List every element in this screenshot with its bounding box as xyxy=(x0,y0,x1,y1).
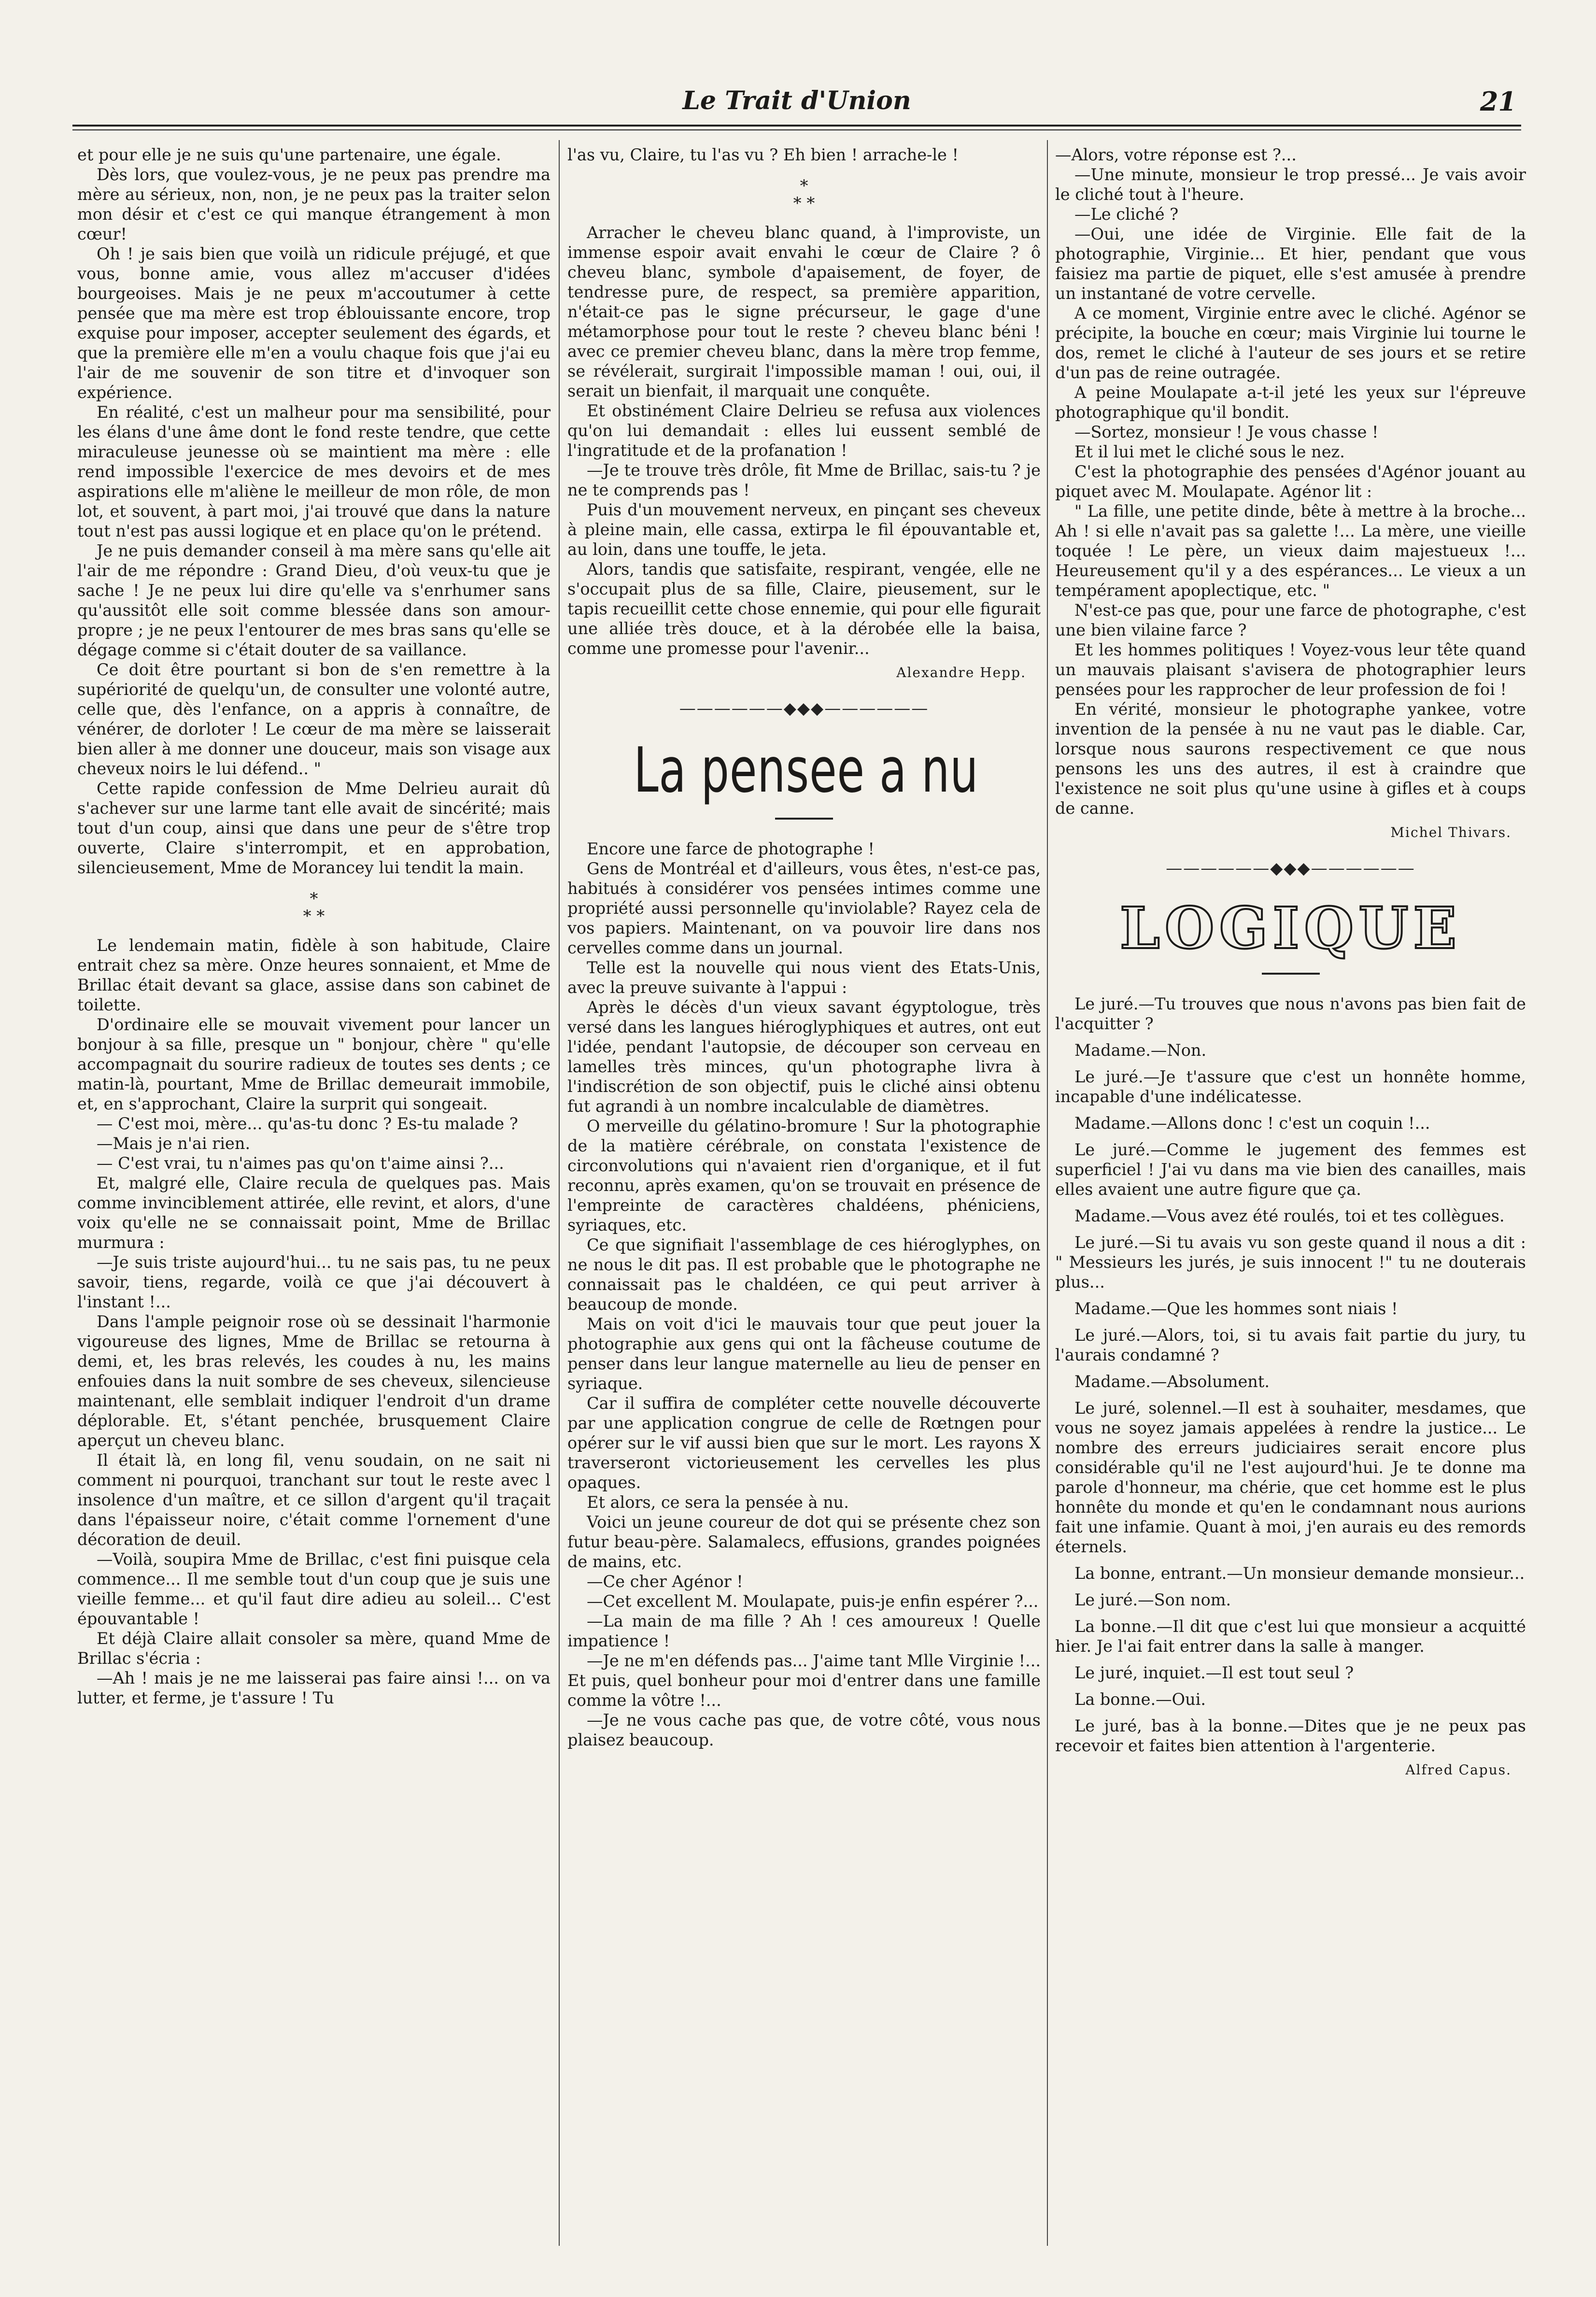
column-1 xyxy=(77,145,551,2246)
author-signature: Alfred Capus. xyxy=(1405,1762,1511,1778)
paragraph: Puis d'un mouvement nerveux, en pinçant ses cheveux à pleine main, elle cassa, extirpa le fil épouvantable et, au loin, dans une touffe, le jeta. xyxy=(567,500,1041,559)
author-signature: Alexandre Hepp. xyxy=(896,665,1026,681)
paragraph: En vérité, monsieur le photographe yankee, votre invention de la pensée à nu ne vaut pas le diable. Car, lorsque nous saurons respectivement ce que nous pensons les uns des autres, il est à craindre que l'existence ne soit plus qu'une usine à gifles et à coups de canne. xyxy=(1055,700,1526,818)
paragraph: —Le cliché ? xyxy=(1074,205,1179,224)
paragraph: — C'est vrai, tu n'aimes pas qu'on t'aime ainsi ?... xyxy=(97,1154,504,1173)
paragraph: Le lendemain matin, fidèle à son habitude, Claire entrait chez sa mère. Onze heures sonnaient, et Mme de Brillac était devant sa glace, assise dans son cabinet de toilette. xyxy=(77,936,551,1014)
paragraph: N'est-ce pas que, pour une farce de photographe, c'est une bien vilaine farce ? xyxy=(1055,601,1526,639)
paragraph: — C'est moi, mère... qu'as-tu donc ? Es-tu malade ? xyxy=(97,1114,518,1133)
paragraph: Et alors, ce sera la pensée à nu. xyxy=(587,1493,849,1512)
paragraph: —Ah ! mais je ne me laisserai pas faire ainsi !... on va lutter, et ferme, je t'assure ! Tu xyxy=(77,1669,551,1707)
paragraph: A ce moment, Virginie entre avec le cliché. Agénor se précipite, la bouche en cœur; mais Virginie lui tourne le dos, remet le cliché à l'auteur de ses jours et se retire d'un pas de reine outragée. xyxy=(1055,304,1526,382)
dialogue-line: Le juré.—Si tu avais vu son geste quand il nous a dit : " Messieurs les jurés, je suis innocent !" tu ne douterais plus... xyxy=(1055,1233,1526,1291)
paragraph: —Je te trouve très drôle, fit Mme de Brillac, sais-tu ? je ne te comprends pas ! xyxy=(567,461,1041,499)
paragraph: —Une minute, monsieur le trop pressé... Je vais avoir le cliché tout à l'heure. xyxy=(1055,165,1526,204)
column-divider xyxy=(1047,140,1048,2246)
separator-ornament: ——————◆◆◆—————— xyxy=(679,699,929,718)
paragraph: A peine Moulapate a-t-il jeté les yeux sur l'épreuve photographique qu'il bondit. xyxy=(1055,383,1526,422)
dialogue-line: Le juré.—Alors, toi, si tu avais fait partie du jury, tu l'aurais condamné ? xyxy=(1055,1326,1526,1364)
story-continued xyxy=(77,145,551,1708)
paragraph: Et obstinément Claire Delrieu se refusa aux violences qu'on lui demandait : elles lui eussent semblé de l'ingratitude et de la profanation ! xyxy=(567,401,1041,460)
paragraph: Cette rapide confession de Mme Delrieu aurait dû s'achever sur une larme tant elle avait de sincérité; mais tout d'un coup, ainsi que dans une peur de s'être trop ouverte, Claire s'interrompit, et en approbation, silencieusement, Mme de Morancey lui tendit la main. xyxy=(77,779,551,877)
paragraph: —Voilà, soupira Mme de Brillac, c'est fini puisque cela commence... Il me semble tout d'un coup que je suis une vieille femme... et qu'il faut dire adieu au soleil... C'est épouvantable ! xyxy=(77,1550,551,1628)
paragraph: Gens de Montréal et d'ailleurs, vous êtes, n'est-ce pas, habitués à considérer vos pensées intimes comme une propriété aussi personnelle qu'inviolable? Rayez cela de vos papiers. Maintenant, on va pouvoir lire dans nos cervelles comme dans un journal. xyxy=(567,859,1041,957)
page-header xyxy=(72,82,1521,126)
paragraph: Il était là, en long fil, venu soudain, on ne sait ni comment ni pourquoi, tranchant sur tout le reste avec l insolence d'un maître, et ce sillon d'argent qu'il traçait dans l'épaisseur noire, c'était comme l'ornement d'une décoration de deuil. xyxy=(77,1451,551,1549)
paragraph: —Alors, votre réponse est ?... xyxy=(1055,145,1297,164)
paragraph: Dès lors, que voulez-vous, je ne peux pas prendre ma mère au sérieux, non, non, je ne peux pas la traiter selon mon désir et c'est ce qui manque étrangement à mon cœur! xyxy=(77,165,551,243)
dialogue-line: La bonne, entrant.—Un monsieur demande monsieur... xyxy=(1074,1564,1525,1583)
paragraph: —La main de ma fille ? Ah ! ces amoureux ! Quelle impatience ! xyxy=(567,1612,1041,1650)
paragraph: Encore une farce de photographe ! xyxy=(587,839,875,858)
header-rule xyxy=(72,125,1521,127)
paragraph: Et les hommes politiques ! Voyez-vous leur tête quand un mauvais plaisant s'avisera de photographier leurs pensées pour les rapprocher de leur profession de foi ! xyxy=(1055,640,1526,699)
section-asterism: * * * xyxy=(303,889,325,926)
paragraph: —Je ne m'en défends pas... J'aime tant Mlle Virginie !... Et puis, quel bonheur pour moi d'entrer dans une famille comme la vôtre !... xyxy=(567,1651,1041,1710)
section-asterism: * * * xyxy=(793,176,815,213)
separator-ornament: ——————◆◆◆—————— xyxy=(1166,859,1415,878)
paragraph: Car il suffira de compléter cette nouvelle découverte par une application congrue de celle de Rœtngen pour opérer sur le vif aussi bien que sur le mort. Les rayons X traverseront victorieusement les cervelles les plus opaques. xyxy=(567,1394,1041,1492)
paragraph: —Cet excellent M. Moulapate, puis-je enfin espérer ?... xyxy=(587,1592,1039,1611)
paragraph: O merveille du gélatino-bromure ! Sur la photographie de la matière cérébrale, on constata l'existence de circonvolutions qui n'avaient rien d'organique, et il fut reconnu, après examen, qu'on se trouvait en présence de l'empreinte de caractères chaldéens, phéniciens, syriaques, etc. xyxy=(567,1117,1041,1234)
paragraph: Arracher le cheveu blanc quand, à l'improviste, un immense espoir avait envahi le cœur de Claire ? ô cheveu blanc, symbole d'apaisement, de foyer, de tendresse pure, de respect, sa première apparition, n'était-ce pas le signe précurseur, le gage d'une métamorphose pour tout le reste ? cheveu blanc béni ! avec ce premier cheveu blanc, dans la mère trop femme, se révélerait, surgirait l'impossible maman ! oui, oui, il serait un bienfait, il marquait une conquête. xyxy=(567,223,1041,400)
paragraph: En réalité, c'est un malheur pour ma sensibilité, pour les élans d'une âme dont le fond reste tendre, que cette miraculeuse jeunesse où se maintient ma mère : elle rend impossible l'exercice de mes devoirs et de mes aspirations elle m'aliène le meilleur de mon rôle, de mon lot, et souvent, à part moi, j'ai trouvé que dans la nature tout n'est pas aussi logique et en place qu'on le prétend. xyxy=(77,403,551,540)
dialogue-line: Le juré, solennel.—Il est à souhaiter, mesdames, que vous ne soyez jamais appelées à rendre la justice... Le nombre des erreurs judiciaires serait encore plus considérable qu'il ne l'est aujourd'hui. Je te donne ma parole d'honneur, ma chérie, que cet homme est le plus honnête du monde et qu'en le condamnant nous aurions fait une infamie. Quant à moi, j'en aurais eu des remords éternels. xyxy=(1055,1399,1526,1556)
paragraph: Et déjà Claire allait consoler sa mère, quand Mme de Brillac s'écria : xyxy=(77,1629,551,1668)
dialogue-line: Le juré.—Son nom. xyxy=(1074,1590,1231,1609)
paragraph: Telle est la nouvelle qui nous vient des Etats-Unis, avec la preuve suivante à l'appui : xyxy=(567,958,1041,997)
paragraph: Ce doit être pourtant si bon de s'en remettre à la supériorité de quelqu'un, de consulter une volonté autre, celle que, dès l'enfance, on a appris à connaître, de vénérer, de dorloter ! Le cœur de ma mère se laisserait bien aller à me donner une douceur, mais son visage aux cheveux noirs le lui défend.. " xyxy=(77,660,551,778)
paragraph: —Je ne vous cache pas que, de votre côté, vous nous plaisez beaucoup. xyxy=(567,1711,1041,1749)
column-divider xyxy=(559,140,560,2246)
paragraph: —Mais je n'ai rien. xyxy=(97,1134,251,1153)
dialogue-line: Madame.—Absolument. xyxy=(1074,1372,1270,1391)
article-title: La pensee a nu xyxy=(634,735,979,807)
paragraph: D'ordinaire elle se mouvait vivement pour lancer un bonjour à sa fille, presque un " bonjour, chère " qu'elle accompagnait du sourire radieux de toutes ses dents ; ce matin-là, pourtant, Mme de Brillac demeurait immobile, et, en s'approchant, Claire la surprit qui songeait. xyxy=(77,1015,551,1113)
dialogue-line: Madame.—Vous avez été roulés, toi et tes collègues. xyxy=(1074,1206,1505,1225)
column-3 xyxy=(1055,145,1526,2246)
paragraph: Mais on voit d'ici le mauvais tour que peut jouer la photographie aux gens qui ont la fâcheuse coutume de penser dans leur langue maternelle au lieu de penser en syriaque. xyxy=(567,1315,1041,1393)
paragraph: Voici un jeune coureur de dot qui se présente chez son futur beau-père. Salamalecs, effusions, grandes poignées de mains, etc. xyxy=(567,1513,1041,1571)
paragraph: —Oui, une idée de Virginie. Elle fait de la photographie, Virginie... Et hier, pendant que vous faisiez ma partie de piquet, elle s'est amusée à prendre un instantané de votre cervelle. xyxy=(1055,225,1526,303)
dialogue-line: Madame.—Que les hommes sont niais ! xyxy=(1074,1299,1398,1318)
title-rule xyxy=(775,818,833,820)
header-rule-thin xyxy=(72,129,1521,130)
paragraph: Alors, tandis que satisfaite, respirant, vengée, elle ne s'occupait plus de sa fille, Claire, pieusement, sur le tapis recueillit cette chose ennemie, qui pour elle figurait une alliée très douce, et à la dérobée elle la baisa, comme une promesse pour l'avenir... xyxy=(567,560,1041,658)
paragraph: Après le décès d'un vieux savant égyptologue, très versé dans les langues hiéroglyphiques et autres, ont eut l'idée, pendant l'autopsie, de découper son cerveau en lamelles très minces, qu'un photographe livra à l'indiscrétion de son objectif, puis le cliché ainsi obtenu fut agrandi à un nombre incalculable de diamètres. xyxy=(567,998,1041,1116)
title-rule xyxy=(1262,973,1320,975)
dialogue-line: Madame.—Non. xyxy=(1074,1041,1207,1060)
paragraph: Oh ! je sais bien que voilà un ridicule préjugé, et que vous, bonne amie, vous allez m'accuser d'idées bourgeoises. Mais je ne peux m'accoutumer à cette pensée que ma mère est trop éblouissante encore, trop exquise pour imposer, accepter seulement des égards, et que la première elle m'en a voulu chaque fois que j'ai eu l'air de me souvenir de son titre et d'invoquer son expérience. xyxy=(77,244,551,402)
paragraph: Et, malgré elle, Claire recula de quelques pas. Mais comme invinciblement attirée, elle revint, et alors, d'une voix qu'elle ne se connaissait point, Mme de Brillac murmura : xyxy=(77,1174,551,1252)
paragraph: Et il lui met le cliché sous le nez. xyxy=(1074,442,1345,461)
page-number: 21 xyxy=(1480,86,1516,117)
paragraph: " La fille, une petite dinde, bête à mettre à la broche... Ah ! si elle n'avait pas sa galette !... La mère, une vieille toquée ! Le père, un vieux daim majestueux !... Heureusement qu'il y a des espérances... Le vieux a un tempérament apoplectique, etc. " xyxy=(1055,502,1526,600)
column-2 xyxy=(567,145,1041,2246)
paragraph: Je ne puis demander conseil à ma mère sans qu'elle ait l'air de me répondre : Grand Dieu, d'où veux-tu que je sache ! Je ne peux lui dire qu'elle va s'enrhumer sans qu'aussitôt elle soit comme blessée dans son amour-propre ; je ne peux l'entourer de mes bras sans qu'elle se dégage comme si c'était douter de sa vaillance. xyxy=(77,541,551,659)
dialogue-line: La bonne.—Oui. xyxy=(1074,1690,1206,1709)
dialogue-line: Le juré, bas à la bonne.—Dites que je ne peux pas recevoir et faites bien attention à l'argenterie. xyxy=(1055,1716,1526,1755)
newspaper-title: Le Trait d'Union xyxy=(682,86,911,115)
dialogue-line: Le juré.—Comme le jugement des femmes est superficiel ! J'ai vu dans ma vie bien des canailles, mais elles avaient une autre figure que ça. xyxy=(1055,1140,1526,1199)
paragraph: —Sortez, monsieur ! Je vous chasse ! xyxy=(1074,423,1379,441)
paragraph: et pour elle je ne suis qu'une partenaire, une égale. xyxy=(77,145,501,164)
paragraph: l'as vu, Claire, tu l'as vu ? Eh bien ! arrache-le ! xyxy=(567,145,959,164)
paragraph: —Ce cher Agénor ! xyxy=(587,1572,743,1591)
paragraph: —Je suis triste aujourd'hui... tu ne sais pas, tu ne peux savoir, tiens, regarde, voilà ce que j'ai découvert à l'instant !... xyxy=(77,1253,551,1311)
article-title: LOGIQUE xyxy=(1119,894,1462,962)
author-signature: Michel Thivars. xyxy=(1390,824,1511,840)
paragraph: C'est la photographie des pensées d'Agénor jouant au piquet avec M. Moulapate. Agénor lit : xyxy=(1055,462,1526,501)
paragraph: Ce que signifiait l'assemblage de ces hiéroglyphes, on ne nous le dit pas. Il est probable que le photographe ne connaissait pas le chaldéen, ce qui peut arriver à beaucoup de monde. xyxy=(567,1235,1041,1314)
dialogue-line: La bonne.—Il dit que c'est lui que monsieur a acquitté hier. Je l'ai fait entrer dans la salle à manger. xyxy=(1055,1617,1526,1656)
dialogue-line: Madame.—Allons donc ! c'est un coquin !... xyxy=(1074,1114,1430,1133)
dialogue-line: Le juré.—Tu trouves que nous n'avons pas bien fait de l'acquitter ? xyxy=(1055,994,1526,1033)
dialogue-line: Le juré, inquiet.—Il est tout seul ? xyxy=(1074,1663,1354,1682)
paragraph: Dans l'ample peignoir rose où se dessinait l'harmonie vigoureuse des lignes, Mme de Brillac se retourna à demi, et, les bras relevés, les coudes à nu, les mains enfouies dans la nuit sombre de ses cheveux, silencieuse maintenant, elle semblait indiquer l'endroit d'un drame déplorable. Et, s'étant penchée, brusquement Claire aperçut un cheveu blanc. xyxy=(77,1312,551,1450)
dialogue-line: Le juré.—Je t'assure que c'est un honnête homme, incapable d'une indélicatesse. xyxy=(1055,1067,1526,1106)
